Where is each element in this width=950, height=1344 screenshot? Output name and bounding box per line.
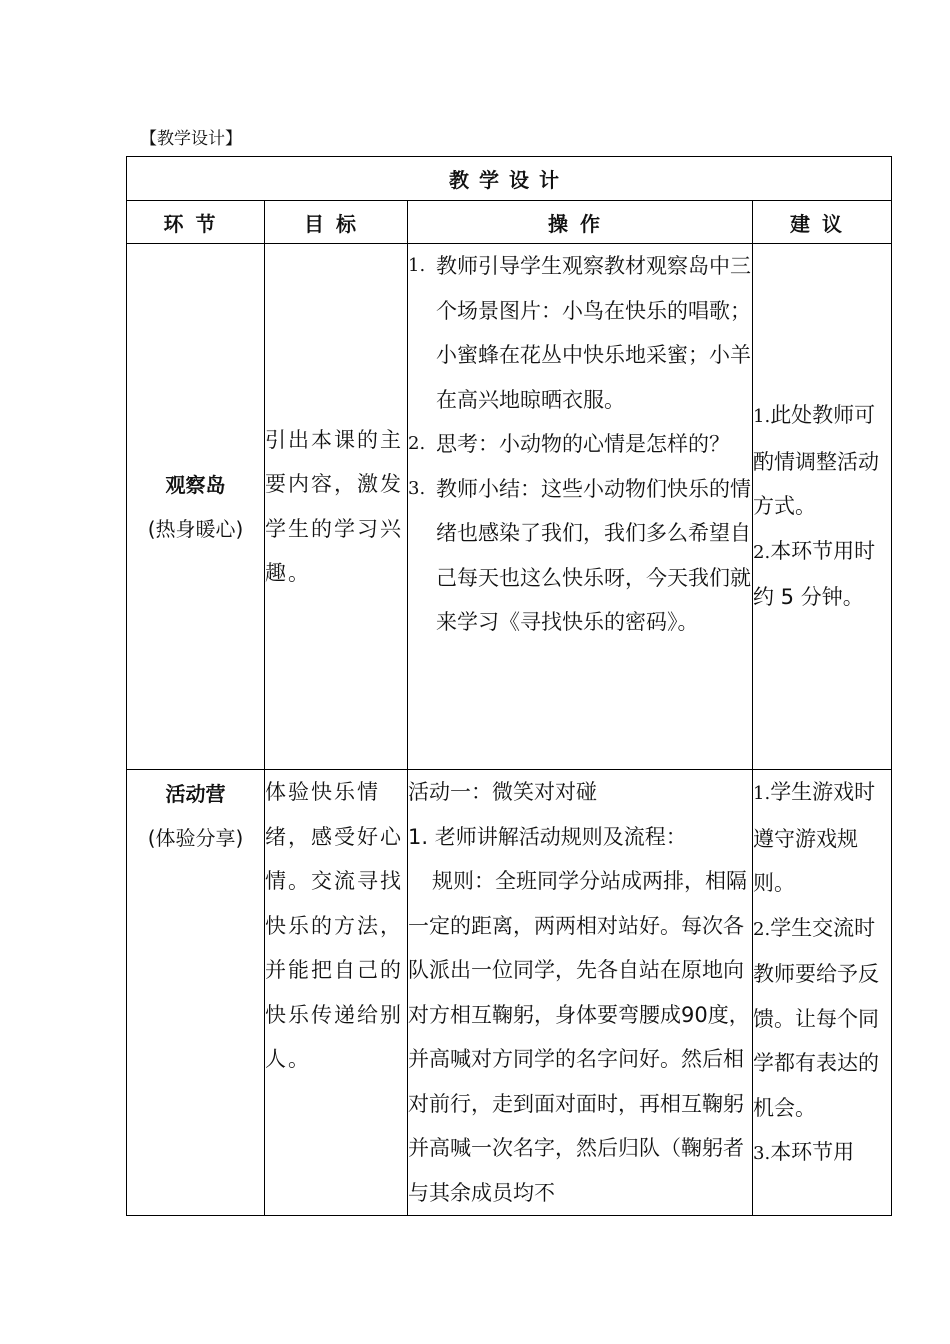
- activity-rules: 规则：全班同学分站成两排，相隔一定的距离，两两相对站好。每次各队派出一位同学，先各自站在原地向对方相互鞠躬，身体要弯腰成90度，并高喊对方同学的名字问好。然后相对前行，走到面对面时，再相互鞠躬并高喊一次名字，然后归队（鞠躬者与其余成员均不: [408, 869, 750, 1205]
- suggestion-number: 3.: [753, 1143, 771, 1164]
- table-row: [127, 770, 892, 1216]
- operation-item: [408, 244, 752, 422]
- activity-title: 活动一：微笑对对碰: [408, 780, 597, 804]
- suggestion-text: 学生交流时教师要给予反馈。让每个同学都有表达的机会。: [753, 915, 879, 1120]
- suggestion-item: [753, 770, 891, 906]
- header-suggestion: 建议: [753, 201, 892, 244]
- suggestion-text: 学生游戏时遵守游戏规则。: [753, 780, 876, 895]
- operation-number: 2.: [408, 433, 426, 454]
- operation-cell: [408, 770, 753, 1216]
- suggestion-text: 此处教师可酌情调整活动方式。: [753, 403, 879, 519]
- goal-cell: 引出本课的主要内容，激发学生的学习兴趣。: [265, 244, 408, 770]
- suggestion-text: 本环节用: [770, 1140, 855, 1164]
- operation-item: [408, 467, 752, 645]
- suggestion-item: [753, 393, 891, 529]
- operation-item: [408, 422, 752, 467]
- header-stage: 环节: [127, 201, 265, 244]
- operation-cell: [408, 244, 753, 770]
- suggestion-item: [753, 906, 891, 1131]
- stage-name: 活动营: [165, 782, 226, 806]
- suggestion-number: 2.: [753, 918, 771, 940]
- stage-cell: [127, 244, 265, 770]
- goal-cell: 体验快乐情绪，感受好心情。交流寻找快乐的方法，并能把自己的快乐传递给别人。: [265, 770, 408, 1216]
- suggestion-cell: [753, 244, 892, 770]
- operation-step: 1. 老师讲解活动规则及流程：: [408, 824, 687, 849]
- stage-subtitle: (体验分享): [147, 826, 244, 850]
- operation-text: 教师小结：这些小动物们快乐的情绪也感染了我们，我们多么希望自己每天也这么快乐呀，今天我们就来学习《寻找快乐的密码》。: [436, 476, 751, 634]
- suggestion-cell: [753, 770, 892, 1216]
- suggestion-number: 1.: [753, 406, 771, 428]
- suggestion-number: 1.: [753, 783, 771, 804]
- stage-name: 观察岛: [165, 472, 226, 497]
- operation-number: 3.: [408, 477, 426, 499]
- stage-cell: [127, 770, 265, 1216]
- section-label: 【教学设计】: [140, 129, 242, 149]
- operation-text: 教师引导学生观察教材观察岛中三个场景图片：小鸟在快乐的唱歌；小蜜蜂在花丛中快乐地采蜜；小羊在高兴地晾晒衣服。: [436, 254, 751, 412]
- suggestion-item: [753, 1130, 891, 1177]
- suggestion-item: [753, 529, 891, 620]
- operation-text: 思考：小动物的心情是怎样的？: [436, 432, 730, 456]
- suggestion-text: 本环节用时约 5 分钟。: [753, 538, 876, 610]
- header-operation: 操作: [408, 201, 753, 244]
- header-goal: 目标: [265, 201, 408, 244]
- lesson-plan-table: [126, 156, 892, 1216]
- table-row: [127, 244, 892, 770]
- table-title: 教学设计: [127, 157, 892, 201]
- stage-subtitle: (热身暖心): [147, 516, 244, 541]
- operation-number: 1.: [408, 255, 426, 276]
- suggestion-number: 2.: [753, 541, 771, 563]
